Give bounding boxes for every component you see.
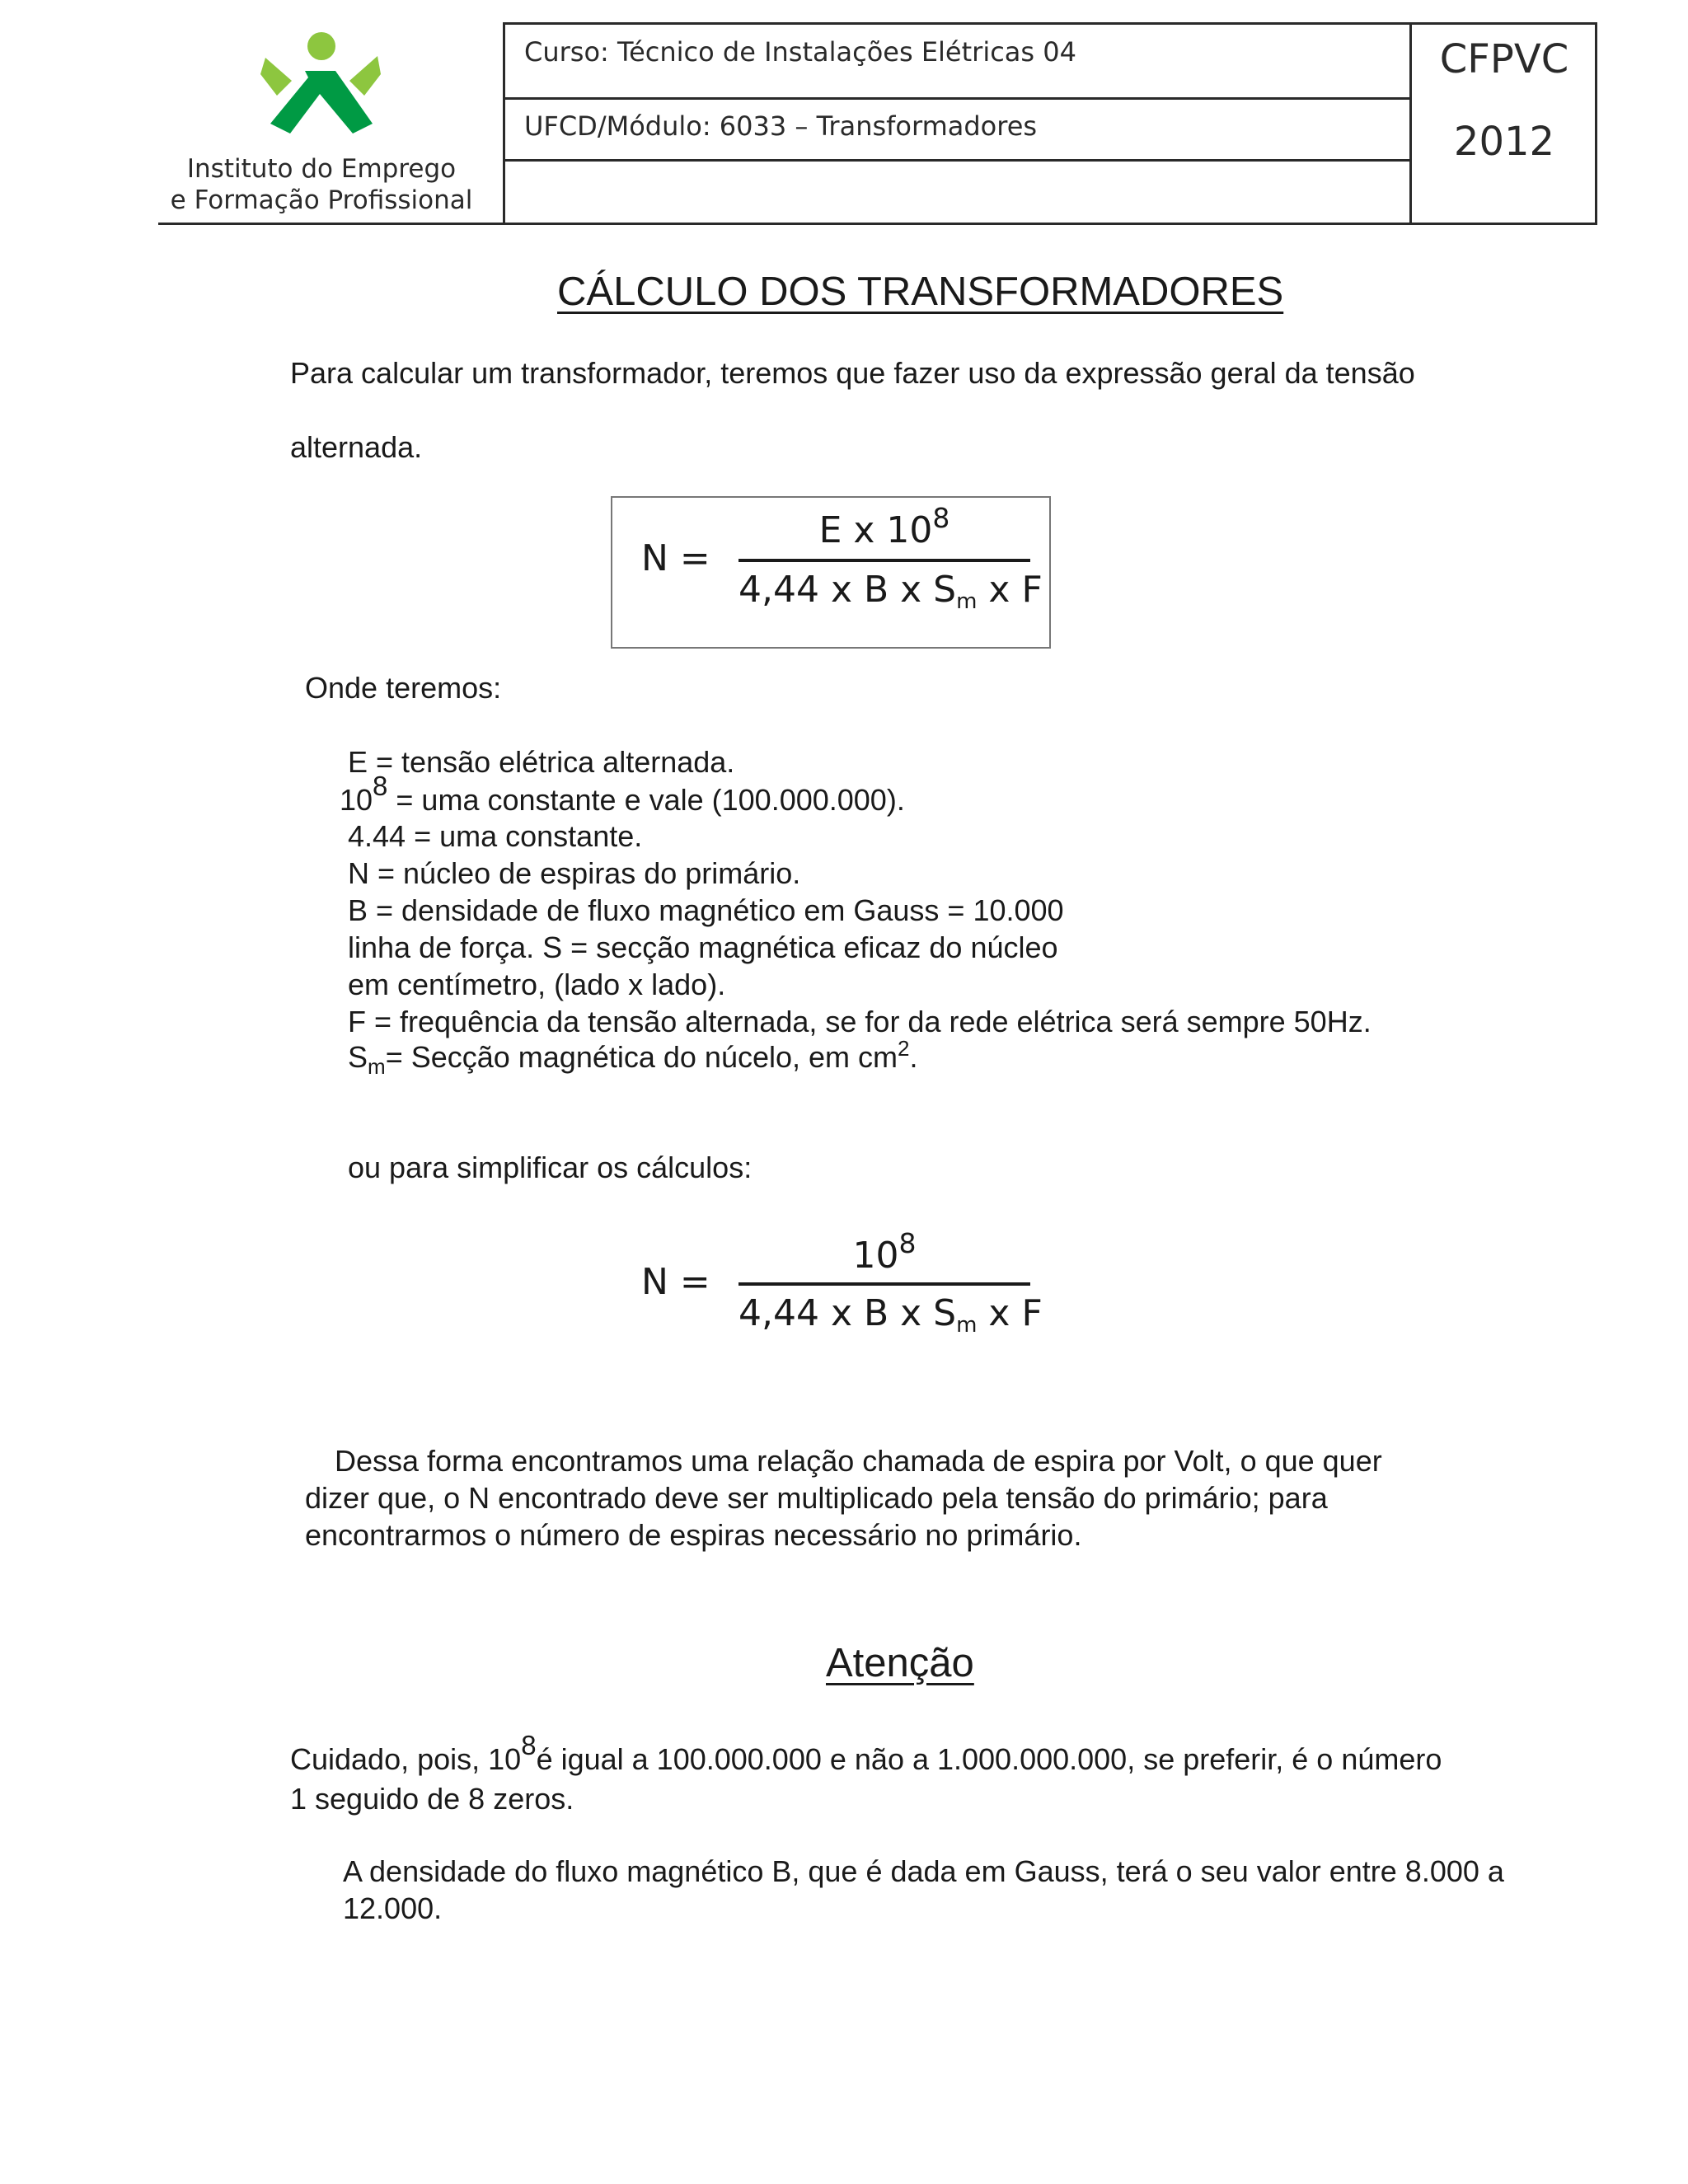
definition-b: B = densidade de fluxo magnético em Gauss = 10.000: [348, 893, 1064, 927]
formula2-den-pre: 4,44 x B x S: [738, 1292, 957, 1334]
formula-den-pre: 4,44 x B x S: [738, 569, 957, 611]
formula-numerator-exponent: 8: [932, 502, 950, 534]
definition-n: N = núcleo de espiras do primário.: [348, 856, 801, 890]
formula2-den-post: x F: [977, 1292, 1043, 1334]
definition-sm-s: S: [348, 1040, 368, 1074]
where-label: Onde teremos:: [305, 671, 502, 705]
definition-b-line3: em centímetro, (lado x lado).: [348, 968, 726, 1001]
formula-fraction-bar: [738, 559, 1030, 562]
formula2-fraction-bar: [738, 1282, 1030, 1286]
formula2-numerator: [738, 1227, 1030, 1277]
definition-ten-rest: = uma constante e vale (100.000.000).: [387, 783, 905, 817]
header-row-divider-2: [503, 159, 1411, 162]
caution-exponent: 8: [521, 1730, 537, 1760]
formula-lhs: N =: [641, 537, 710, 579]
attention-title: Atenção: [826, 1641, 974, 1685]
formula-denominator: [738, 569, 1043, 614]
institution-name: [157, 153, 486, 216]
formula2-numerator-exponent: 8: [898, 1227, 917, 1259]
formula2-den-sub: m: [956, 1313, 978, 1338]
definition-sm-sub: m: [368, 1054, 386, 1079]
year-label: 2012: [1453, 119, 1555, 165]
formula-den-post: x F: [977, 569, 1043, 611]
density-line-1: A densidade do fluxo magnético B, que é dada em Gauss, terá o seu valor entre 8.000 a: [343, 1854, 1504, 1888]
definition-sm-exponent: 2: [898, 1036, 910, 1061]
definition-ten-base: 10: [340, 783, 373, 817]
caution-line-1: [290, 1730, 1442, 1777]
intro-line-1: Para calcular um transformador, teremos que fazer uso da expressão geral da tensão: [290, 356, 1415, 390]
caution-pre: Cuidado, pois, 10: [290, 1742, 522, 1776]
definition-sm: [348, 1036, 918, 1079]
formula2-denominator: [738, 1292, 1043, 1338]
formula-numerator: [738, 502, 1030, 551]
definition-sm-end: .: [909, 1040, 918, 1074]
conclusion-line-1: Dessa forma encontramos uma relação chamada de espira por Volt, o que quer: [335, 1444, 1382, 1478]
density-line-2: 12.000.: [343, 1891, 443, 1925]
formula2-numerator-base: 10: [852, 1235, 899, 1277]
simplify-label: ou para simplificar os cálculos:: [348, 1151, 753, 1184]
definition-sm-rest: = Secção magnética do núcelo, em cm: [385, 1040, 898, 1074]
header: [0, 0, 1688, 231]
center-code: CFPVC: [1439, 36, 1569, 82]
course-label: Curso: Técnico de Instalações Elétricas 04: [524, 36, 1076, 68]
iefp-logo-icon: [257, 26, 381, 138]
definition-e: E = tensão elétrica alternada.: [348, 745, 735, 779]
definition-ten-power: [340, 771, 905, 818]
page-title: CÁLCULO DOS TRANSFORMADORES: [557, 269, 1284, 314]
module-label: UFCD/Módulo: 6033 – Transformadores: [524, 110, 1038, 142]
caution-post: é igual a 100.000.000 e não a 1.000.000.000, se preferir, é o número: [536, 1742, 1442, 1776]
conclusion-line-2: dizer que, o N encontrado deve ser multiplicado pela tensão do primário; para: [305, 1481, 1328, 1515]
institution-line1: Instituto do Emprego: [186, 154, 457, 184]
header-row-divider-1: [503, 97, 1411, 100]
definition-b-line2: linha de força. S = secção magnética eficaz do núcleo: [348, 930, 1058, 964]
conclusion-line-3: encontrarmos o número de espiras necessário no primário.: [305, 1518, 1082, 1552]
intro-line-2: alternada.: [290, 430, 423, 464]
definition-f: F = frequência da tensão alternada, se for da rede elétrica será sempre 50Hz.: [348, 1005, 1372, 1038]
formula-numerator-base: E x 10: [818, 509, 933, 551]
institution-line2: e Formação Profissional: [170, 185, 473, 215]
definition-444: 4.44 = uma constante.: [348, 819, 643, 853]
formula2-lhs: N =: [641, 1261, 710, 1303]
header-rule: [158, 223, 504, 225]
formula-den-sub: m: [956, 589, 978, 614]
caution-line-2: 1 seguido de 8 zeros.: [290, 1782, 574, 1816]
definition-ten-exponent: 8: [373, 771, 388, 801]
